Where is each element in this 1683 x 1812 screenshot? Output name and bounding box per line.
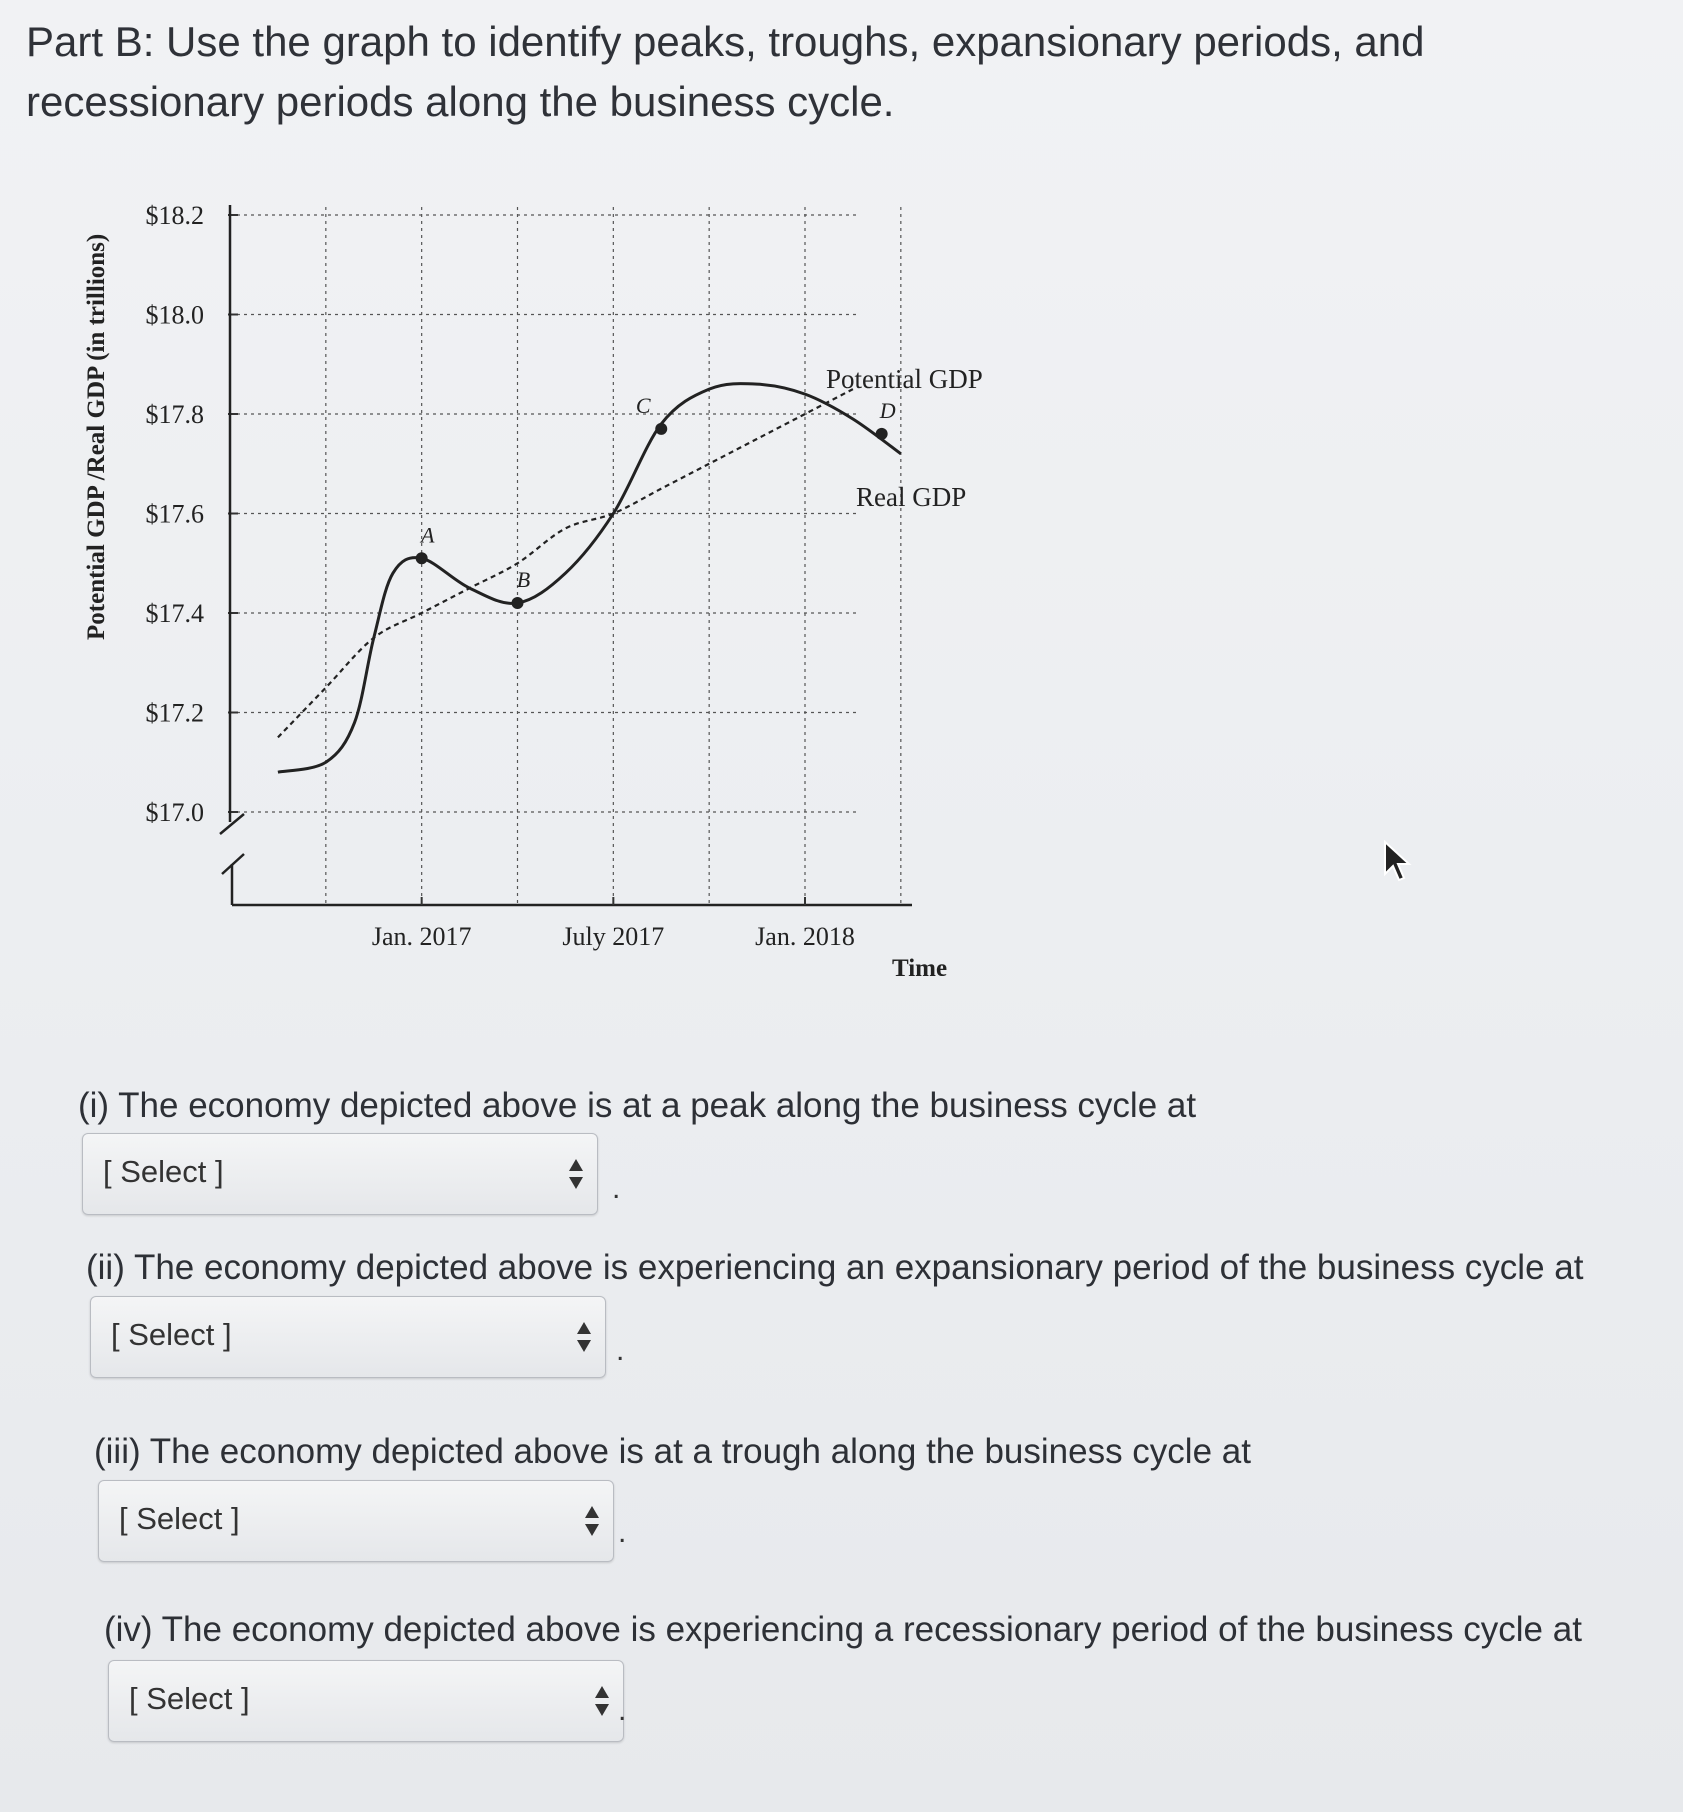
y-tick-label: $17.6 bbox=[145, 499, 204, 529]
chart-series bbox=[278, 384, 901, 773]
point-a-marker bbox=[416, 552, 428, 564]
select-arrows-icon bbox=[567, 1157, 585, 1191]
period-2: . bbox=[616, 1334, 625, 1367]
question-1-select-value: [ Select ] bbox=[103, 1154, 224, 1189]
period-3: . bbox=[618, 1516, 627, 1549]
x-tick-label: Jan. 2018 bbox=[755, 922, 855, 951]
y-tick-label: $17.4 bbox=[145, 599, 204, 628]
chart-grid bbox=[230, 207, 901, 905]
page-heading: Part B: Use the graph to identify peaks, troughs, expansionary periods, and recessionary periods along the business cycle. bbox=[26, 18, 1425, 125]
point-c-marker bbox=[655, 423, 667, 435]
potential-gdp-label: Potential GDP bbox=[826, 364, 983, 394]
real-gdp-line bbox=[278, 384, 901, 773]
question-3-select[interactable] bbox=[98, 1480, 614, 1562]
x-tick-label: Jan. 2017 bbox=[371, 922, 472, 951]
question-1-select[interactable] bbox=[82, 1133, 598, 1215]
real-gdp-label: Real GDP bbox=[856, 482, 967, 512]
business-cycle-chart bbox=[60, 170, 1040, 990]
y-tick-label: $18.2 bbox=[145, 201, 204, 230]
y-tick-label: $17.8 bbox=[145, 400, 204, 429]
question-2-select[interactable] bbox=[90, 1296, 606, 1378]
x-axis-label: Time bbox=[892, 955, 948, 982]
point-d-marker bbox=[876, 428, 888, 440]
question-2-text: (ii) The economy depicted above is experiencing an expansionary period of the business cycle at bbox=[86, 1248, 1584, 1287]
point-d-label: D bbox=[879, 397, 896, 423]
period-1: . bbox=[612, 1172, 621, 1205]
point-c-label: C bbox=[635, 392, 651, 418]
question-2-select-value: [ Select ] bbox=[111, 1317, 232, 1352]
point-a-label: A bbox=[420, 522, 435, 548]
question-1-text: (i) The economy depicted above is at a peak along the business cycle at bbox=[78, 1086, 1197, 1125]
x-tick-label: July 2017 bbox=[562, 922, 665, 951]
point-b-label: B bbox=[516, 567, 531, 593]
axis-break-mark bbox=[220, 814, 244, 834]
y-axis-label: Potential GDP /Real GDP (in trillions) bbox=[83, 233, 110, 640]
select-arrows-icon bbox=[575, 1320, 593, 1354]
point-b-marker bbox=[512, 597, 524, 609]
chart-tick-labels bbox=[146, 201, 855, 951]
question-4-text: (iv) The economy depicted above is experiencing a recessionary period of the business cycle at bbox=[104, 1610, 1582, 1649]
y-tick-label: $18.0 bbox=[145, 300, 204, 330]
chart-labeled-points bbox=[416, 393, 896, 609]
y-tick-label: $17.2 bbox=[145, 698, 204, 728]
chart-axes bbox=[220, 205, 912, 905]
period-4: . bbox=[618, 1694, 627, 1727]
mouse-cursor-icon bbox=[1382, 840, 1414, 884]
question-3-select-value: [ Select ] bbox=[119, 1501, 240, 1536]
question-4-select[interactable] bbox=[108, 1660, 627, 1742]
y-tick-label: $17.0 bbox=[145, 798, 204, 827]
question-3-text: (iii) The economy depicted above is at a trough along the business cycle at bbox=[94, 1432, 1251, 1471]
select-arrows-icon bbox=[593, 1684, 611, 1718]
select-arrows-icon bbox=[583, 1504, 601, 1538]
question-4-select-value: [ Select ] bbox=[129, 1681, 250, 1716]
